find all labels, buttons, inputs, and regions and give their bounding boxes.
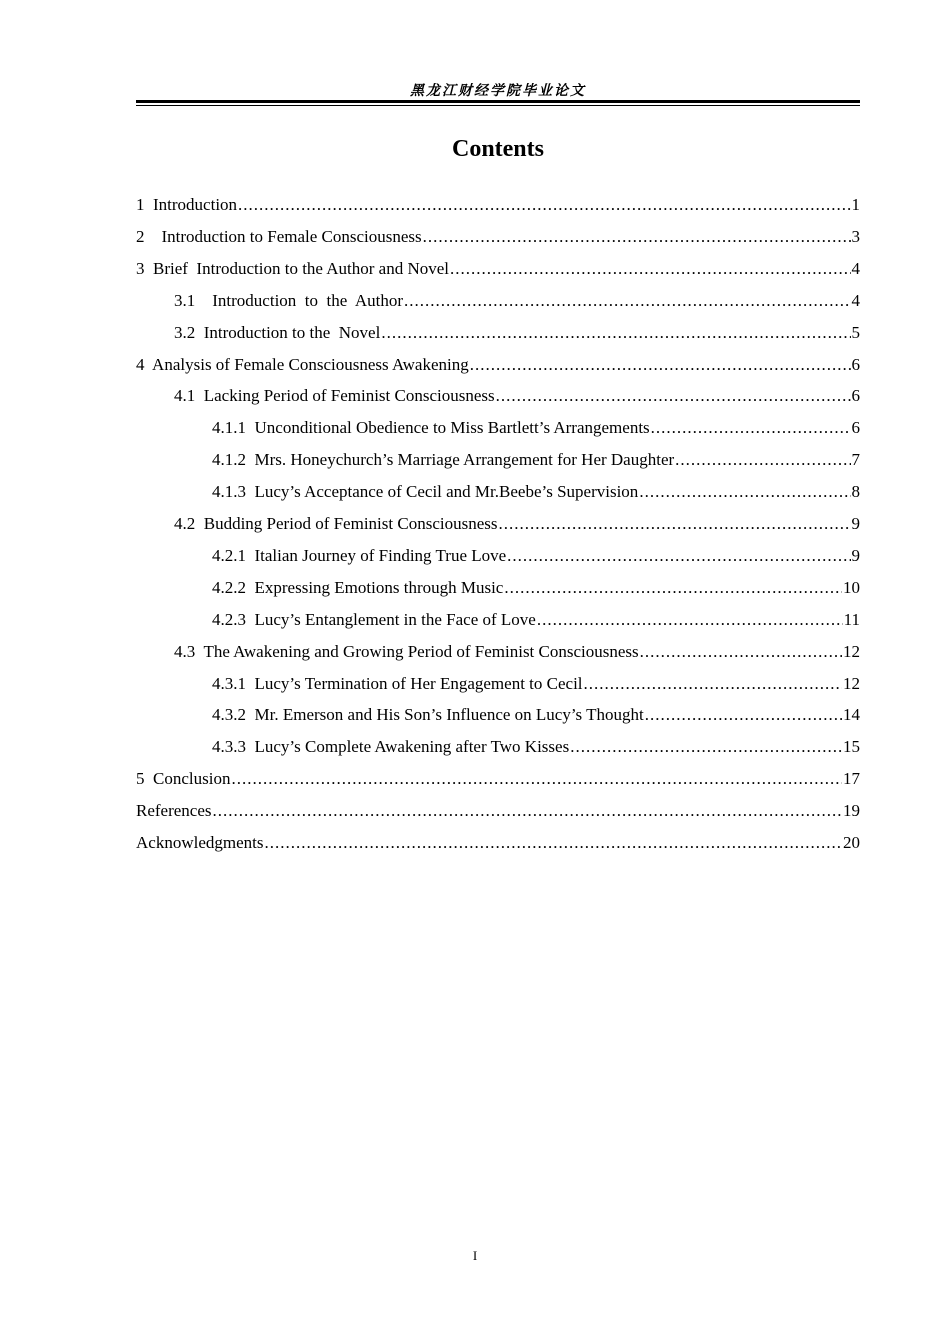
toc-entry[interactable] <box>212 577 860 599</box>
toc-entry-title: 5 Conclusion <box>136 769 231 789</box>
toc-leader-dots <box>381 322 850 344</box>
toc-entry-title: 3.1 Introduction to the Author <box>174 290 404 310</box>
toc-leader-dots <box>423 226 851 248</box>
toc-entry-page: 12 <box>843 673 860 693</box>
toc-entry[interactable] <box>174 641 860 663</box>
toc-entry-page: 14 <box>843 705 860 725</box>
toc-entry[interactable] <box>136 832 860 854</box>
toc-entry-page: 6 <box>851 418 860 438</box>
toc-leader-dots <box>537 609 843 631</box>
toc-entry-title: 4.3.1 Lucy’s Termination of Her Engagement to Cecil <box>212 673 583 693</box>
toc-entry-page: 9 <box>851 514 860 533</box>
toc-entry-title: 4.2.3 Lucy’s Entanglement in the Face of Love <box>212 609 536 629</box>
toc-entry[interactable] <box>212 609 860 631</box>
toc-entry-page: 1 <box>851 195 860 214</box>
toc-entry[interactable] <box>174 290 860 312</box>
toc-entry-page: 20 <box>843 833 860 852</box>
header-rule-thin <box>136 105 860 106</box>
toc-entry-title: 3.2 Introduction to the Novel <box>174 322 381 342</box>
toc-leader-dots <box>651 417 851 439</box>
toc-entry-page: 6 <box>851 386 860 406</box>
toc-leader-dots <box>498 513 850 535</box>
header-rule-thick <box>136 100 860 103</box>
toc-entry-page: 19 <box>843 801 860 821</box>
toc-leader-dots <box>640 641 842 663</box>
toc-entry[interactable] <box>136 768 860 790</box>
toc-leader-dots <box>450 258 850 280</box>
toc-entry-page: 8 <box>851 482 860 502</box>
toc-leader-dots <box>404 290 850 312</box>
toc-entry-title: 4.1.2 Mrs. Honeychurch’s Marriage Arrangement for Her Daughter <box>212 450 675 470</box>
toc-entry[interactable] <box>136 800 860 822</box>
toc-entry-title: Acknowledgments <box>136 833 264 852</box>
toc-leader-dots <box>231 768 842 790</box>
toc-leader-dots <box>213 800 842 822</box>
toc-entry-page: 11 <box>843 609 860 629</box>
toc-entry-page: 6 <box>851 354 860 374</box>
toc-entry-title: 4 Analysis of Female Consciousness Awakening <box>136 354 469 374</box>
toc-entry-title: 3 Brief Introduction to the Author and Novel <box>136 258 450 278</box>
toc-entry-title: 4.3.3 Lucy’s Complete Awakening after Two Kisses <box>212 737 570 757</box>
toc-entry-page: 4 <box>851 290 860 310</box>
toc-entry-page: 10 <box>843 577 860 597</box>
toc-leader-dots <box>570 736 842 758</box>
toc-entry-page: 5 <box>851 322 860 342</box>
toc-entry-title: 1 Introduction <box>136 195 238 214</box>
toc-entry-title: 4.3 The Awakening and Growing Period of Feminist Consciousness <box>174 641 639 661</box>
toc-entry[interactable] <box>136 194 860 216</box>
toc-entry[interactable] <box>174 385 860 407</box>
toc-entry-title: 4.2 Budding Period of Feminist Consciousness <box>174 514 498 533</box>
toc-leader-dots <box>496 385 851 407</box>
toc-entry[interactable] <box>212 449 860 471</box>
toc-leader-dots <box>584 673 842 695</box>
toc-entry-title: 4.1 Lacking Period of Feminist Consciousness <box>174 386 495 406</box>
toc-leader-dots <box>238 194 850 216</box>
toc-entry-title: 4.2.1 Italian Journey of Finding True Love <box>212 545 507 565</box>
toc-leader-dots <box>264 832 842 854</box>
toc-entry-title: 4.3.2 Mr. Emerson and His Son’s Influence on Lucy’s Thought <box>212 705 644 725</box>
page-number: I <box>472 1248 478 1263</box>
toc-entry[interactable] <box>212 545 860 567</box>
toc-entry-page: 9 <box>851 545 860 565</box>
toc-leader-dots <box>675 449 850 471</box>
toc-entry[interactable] <box>174 322 860 344</box>
toc-entry-title: 4.2.2 Expressing Emotions through Music <box>212 577 504 597</box>
toc-entry-page: 12 <box>843 641 860 661</box>
toc-entry-title: 4.1.3 Lucy’s Acceptance of Cecil and Mr.Beebe’s Supervision <box>212 482 639 502</box>
toc-leader-dots <box>645 704 842 726</box>
page-title: Contents <box>451 136 544 162</box>
toc-entry[interactable] <box>136 258 860 280</box>
toc-entry[interactable] <box>212 673 860 695</box>
toc-entry[interactable] <box>212 736 860 758</box>
toc-entry-page: 3 <box>851 226 860 246</box>
toc-entry-page: 17 <box>843 769 860 789</box>
toc-leader-dots <box>504 577 842 599</box>
toc-entry-title: 2 Introduction to Female Consciousness <box>136 226 422 246</box>
toc-entry[interactable] <box>136 226 860 248</box>
toc-entry[interactable] <box>174 513 860 535</box>
toc-entry-title: References <box>136 801 212 821</box>
toc-entry[interactable] <box>136 354 860 376</box>
toc-entry-page: 15 <box>843 737 860 757</box>
toc-entry[interactable] <box>212 417 860 439</box>
document-header: 黑龙江财经学院毕业论文 <box>410 83 586 99</box>
toc-entry[interactable] <box>212 704 860 726</box>
toc-entry[interactable] <box>212 481 860 503</box>
toc-entry-page: 4 <box>851 258 860 278</box>
toc-leader-dots <box>470 354 851 376</box>
toc-leader-dots <box>639 481 850 503</box>
toc-entry-title: 4.1.1 Unconditional Obedience to Miss Bartlett’s Arrangements <box>212 418 650 438</box>
toc-leader-dots <box>507 545 850 567</box>
toc-entry-page: 7 <box>851 450 860 470</box>
